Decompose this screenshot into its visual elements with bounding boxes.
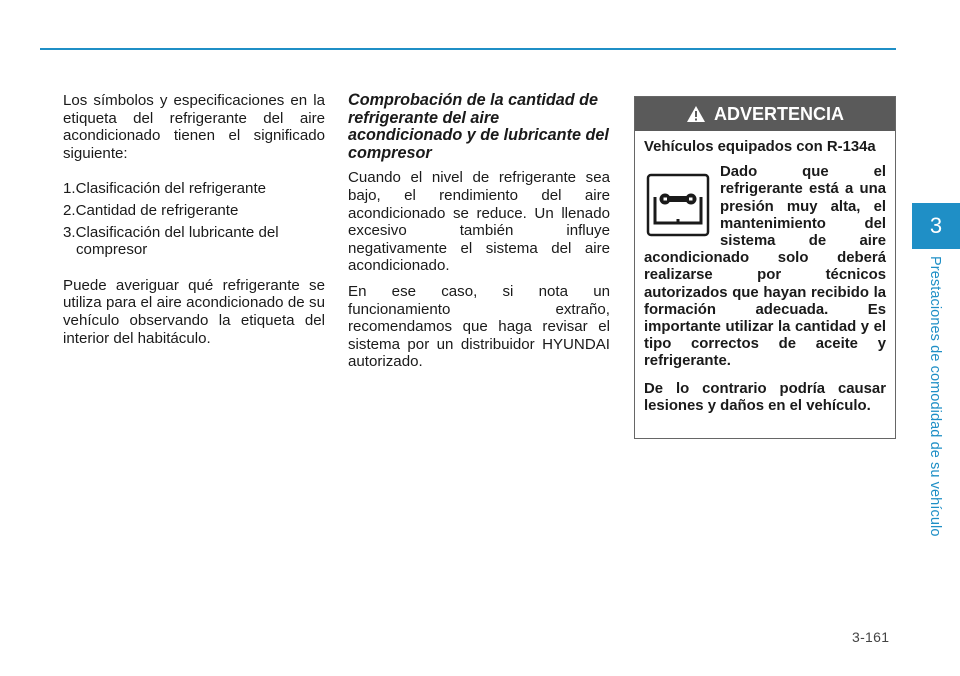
warning-subtitle: Vehículos equipados con R-134a [644, 139, 876, 155]
page-number: 3-161 [852, 629, 890, 645]
warning-title: ADVERTENCIA [713, 103, 844, 124]
warning-body [635, 131, 895, 415]
header-rule [40, 48, 896, 50]
list-item-2: 2.Cantidad de refrigerante [63, 201, 239, 219]
list-item-1: 1.Clasificación del refrigerante [63, 180, 267, 198]
warning-header [635, 97, 895, 131]
closing-paragraph: Puede averiguar qué refrigerante se utiliza para el aire acondicionado de su vehículo observando la etiqueta del interior del habitáculo. [63, 276, 325, 347]
chapter-number: 3 [929, 213, 943, 238]
warning-text: Dado que el refrigerante está a una presión muy alta, el mantenimiento del sistema de aire acondicionado solo deberá realizarse por técnicos autorizados que hayan recibido la formación adecuada. Es importante utilizar la cantidad y el tipo correctos de aceite y refrigerante. [644, 164, 886, 370]
paragraph-2: En ese caso, si nota un funcionamiento extraño, recomendamos que haga revisar el sistema por un distribuidor HYUNDAI autorizado. [348, 282, 610, 371]
column-1 [63, 92, 325, 347]
paragraph-1: Cuando el nivel de refrigerante sea bajo, el rendimiento del aire acondicionado se reduce. Un llenado excesivo también influye negativamente el sistema del aire acondicionado. [348, 169, 610, 275]
wrench-manual-icon [646, 173, 710, 237]
chapter-side-title: Prestaciones de comodidad de su vehículo [927, 256, 943, 537]
warning-box [634, 96, 896, 439]
section-heading: Comprobación de la cantidad de refrigerante del aire acondicionado y de lubricante del compresor [348, 91, 609, 162]
warning-note: De lo contrario podría causar lesiones y daños en el vehículo. [644, 380, 886, 414]
list-item-3: 3.Clasificación del lubricante del compresor [63, 223, 279, 259]
chapter-tab[interactable] [912, 203, 960, 249]
column-2 [348, 92, 610, 371]
intro-paragraph: Los símbolos y especificaciones en la etiqueta del refrigerante del aire acondicionado tienen el significado siguiente: [63, 92, 325, 162]
warning-triangle-icon [686, 105, 706, 123]
